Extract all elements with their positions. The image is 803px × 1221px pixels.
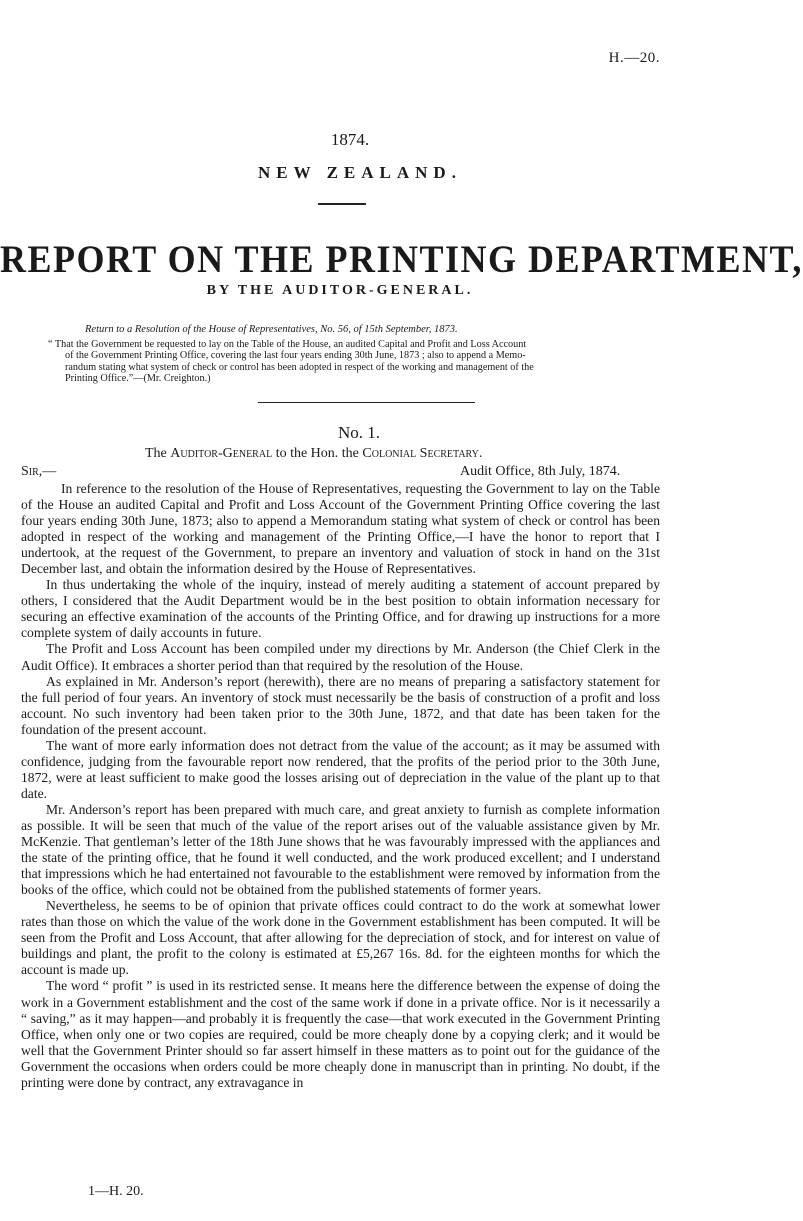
letter-body [21,481,660,1091]
body-paragraph: The want of more early information does not detract from the value of the account; as it may be assumed with confidence, judging from the favourable report now rendered, that the profits of the period prior to the 30th June, 1872, were at least sufficient to make good the losses arising out of depreciation in the value of the plant up to that date. [21,737,660,801]
divider-rule [318,203,366,205]
body-paragraph: In reference to the resolution of the House of Representatives, requesting the Government to lay on the Table of the House an audited Capital and Profit and Loss Account of the Government Printing Office covering the last four years ending 30th June, 1873; also to append a Memorandum stating what system of check or control has been adopted in respect of the working and management of the Printing Office,—I have the honor to report that I undertook, at the request of the Government, to prepare an inventory and valuation of stock in hand on the 31st December last, and obtain the information desired by the House of Representatives. [21,481,660,577]
body-paragraph: The word “ profit ” is used in its restricted sense. It means here the difference between the expense of doing the work in a Government establishment and the cost of the same work if done in a private office. Nor is it necessarily a “ saving,” as it may happen—and probably it is frequently the case—that work executed in the Government Printing Office, when only one or two copies are required, could be more cheaply done by a copying clerk; and it would be well that the Government Printer should so far assert himself in these matters as to point out for the guidance of the Government the occasions when orders could be more cheaply done in manuscript than in printing. No doubt, if the printing were done by contract, any extravagance in [21,978,660,1090]
return-line: Return to a Resolution of the House of Representatives, No. 56, of 15th September, 1873. [85,324,458,335]
letter-recipient: Colonial Secretary. [362,446,483,461]
quote-line: of the Government Printing Office, covering the last four years ending 30th June, 1873 ; also to append a Memo- [65,350,526,362]
country-heading: NEW ZEALAND. [258,163,462,182]
salutation: Sir,— [21,464,57,479]
report-title: REPORT ON THE PRINTING DEPARTMENT, [0,237,803,281]
year: 1874. [330,130,370,149]
quote-line: Printing Office.”—(Mr. Creighton.) [65,373,211,385]
letter-heading [145,446,482,462]
letter-heading-pre: The [145,446,171,461]
letter-heading-mid: to the Hon. the [272,446,363,461]
quote-line: randum stating what system of check or control has been adopted in respect of the working and management of the [65,361,534,373]
paper-reference: H.—20. [608,50,660,66]
sheet-mark: 1—H. 20. [88,1184,144,1199]
body-paragraph: Nevertheless, he seems to be of opinion that private offices could contract to do the work at somewhat lower rates than those on which the value of the work done in the Government establishment has been computed. It will be seen from the Profit and Loss Account, that after allowing for the depreciation of stock, and for interest on value of buildings and plant, the profit to the colony is estimated at £5,267 16s. 8d. for the eighteen months for which the account is made up. [21,898,660,978]
divider-rule [258,402,475,403]
body-paragraph: Mr. Anderson’s report has been prepared with much care, and great anxiety to furnish as complete information as possible. It will be seen that much of the value of the report arises out of the valuable assistance given by Mr. McKenzie. That gentleman’s letter of the 18th June shows that he was favourably impressed with the appliances and the state of the printing office, that he found it well conducted, and the work produced excellent; and I understand that impressions which he had entertained not favourable to the establishment were removed by information from the books of the office, which could not be obtained from the published statements of former years. [21,801,660,898]
letter-number: No. 1. [337,423,381,442]
letter-sender: Auditor-General [170,446,273,461]
body-paragraph: As explained in Mr. Anderson’s report (herewith), there are no means of preparing a satisfactory statement for the full period of four years. An inventory of stock must necessarily be the basis of construction of a profit and loss account. No such inventory had been taken prior to the 30th June, 1872, and that date has been taken for the foundation of the present account. [21,673,660,737]
letter-dateline: Audit Office, 8th July, 1874. [460,464,621,479]
resolution-quote [48,339,658,385]
body-paragraph: The Profit and Loss Account has been compiled under my directions by Mr. Anderson (the Chief Clerk in the Audit Office). It embraces a shorter period than that required by the resolution of the House. [21,641,660,673]
report-subtitle: BY THE AUDITOR-GENERAL. [206,283,474,298]
body-paragraph: In thus undertaking the whole of the inquiry, instead of merely auditing a statement of account prepared by others, I considered that the Audit Department would be in the best position to obtain information necessary for securing an effective examination of the accounts of the Printing Office, and for drawing up instructions for a more complete system of daily accounts in future. [21,577,660,641]
quote-line: “ That the Government be requested to lay on the Table of the House, an audited Capital and Profit and Loss Account [48,339,527,350]
